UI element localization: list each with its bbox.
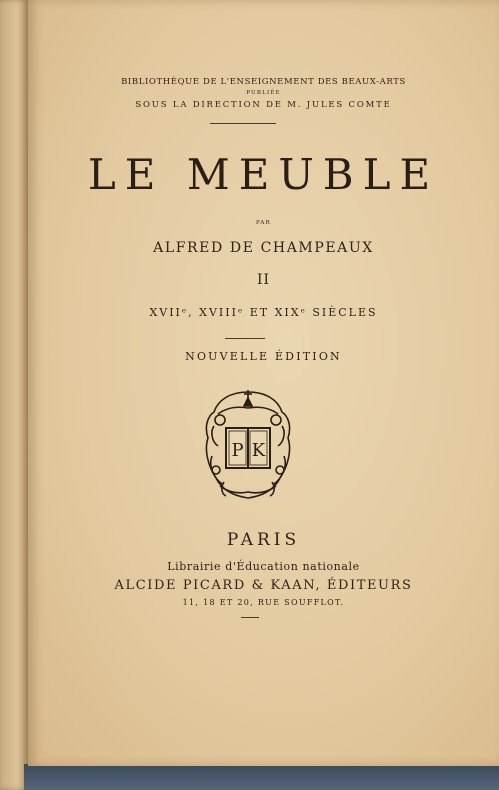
author-name: ALFRED DE CHAMPEAUX: [153, 240, 374, 256]
divider-rule: [210, 123, 276, 124]
series-line-3: SOUS LA DIRECTION DE M. JULES COMTE: [135, 100, 392, 110]
volume-number: II: [256, 272, 271, 288]
mark-initial-k: K: [251, 440, 266, 461]
divider-rule: [241, 617, 259, 618]
series-line-2: PUBLIÉE: [246, 90, 281, 96]
imprint-publisher: ALCIDE PICARD & KAAN, ÉDITEURS: [114, 578, 413, 593]
imprint-city: PARIS: [226, 530, 301, 550]
edition-label: NOUVELLE ÉDITION: [185, 350, 342, 363]
facing-page-edge: [0, 0, 28, 790]
imprint-address: 11, 18 ET 20, RUE SOUFFLOT.: [182, 598, 345, 607]
publisher-mark-emblem-icon: [200, 386, 296, 502]
mark-initial-p: P: [231, 440, 244, 461]
title-page: [28, 0, 499, 766]
book-title: LE MEUBLE: [87, 150, 440, 199]
table-surface: [24, 764, 499, 790]
imprint-library: Librairie d'Éducation nationale: [167, 560, 360, 573]
centuries-subtitle: XVIIᵉ, XVIIIᵉ ET XIXᵉ SIÈCLES: [149, 306, 378, 319]
byline-par: PAR: [256, 220, 271, 226]
divider-rule: [225, 338, 265, 339]
series-line-1: BIBLIOTHÈQUE DE L'ENSEIGNEMENT DES BEAUX-ARTS: [121, 77, 406, 87]
